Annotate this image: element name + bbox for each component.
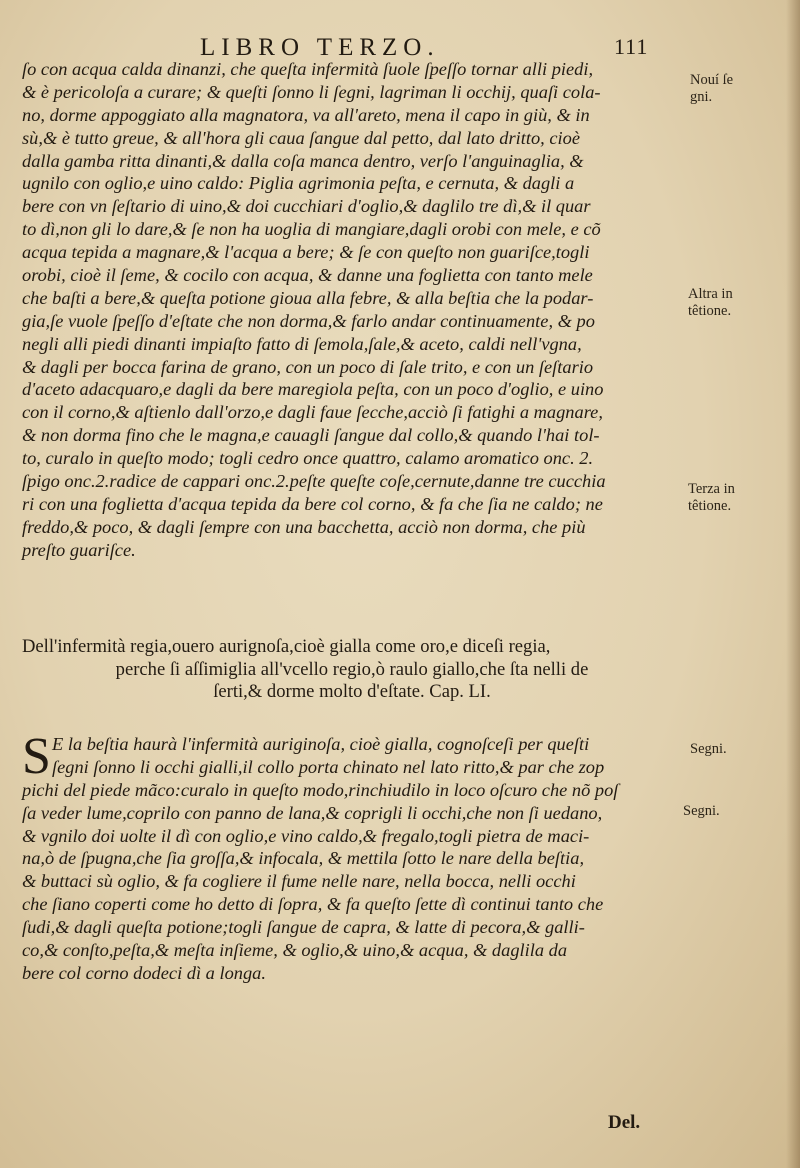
text-line: d'aceto adacquaro,e dagli da bere maregiola peſta, con un poco d'oglio, e uino: [22, 379, 604, 400]
catchword: Del.: [608, 1112, 641, 1133]
text-line: che baſti a bere,& queſta potione gioua alla febre, & alla beſtia che la podar-: [22, 287, 594, 308]
text-line: no, dorme appoggiato alla magnatora, va all'areto, mena il capo in giù, & in: [22, 104, 590, 125]
text-line: & dagli per bocca farina de grano, con un poco di ſale trito, e con un ſeſtario: [22, 356, 594, 377]
text-line: bere con vn ſeſtario di uino,& doi cucchiari d'oglio,& daglilo tre dì,& il quar: [22, 196, 591, 217]
text-line: to dì,non gli lo dare,& ſe non ha uoglia di mangiare,dagli orobi con mele, e cõ: [22, 219, 601, 240]
text-line: orobi, cioè il ſeme, & cocilo con acqua, & danne una foglietta con tanto mele: [22, 265, 593, 286]
margin-note-line: têtione.: [688, 303, 732, 319]
text-line: & buttaci sù oglio, & fa cogliere il fume nelle nare, nella bocca, nelli occhi: [22, 871, 576, 892]
text-line: & vgnilo doi uolte il dì con oglio,e vino caldo,& fregalo,togli pietra de maci-: [22, 825, 590, 846]
margin-note-line: Altra in: [688, 286, 733, 302]
margin-note-signs-3: [683, 803, 720, 820]
text-line: & non dorma fino che le magna,e cauagli ſangue dal collo,& quando l'hai tol-: [22, 425, 600, 446]
heading-line: Dell'infermità regia,ouero aurignoſa,cioè gialla come oro,e diceſi regia,: [22, 636, 551, 657]
margin-note-line: Terza in: [688, 481, 735, 497]
text-line: freddo,& poco, & dagli ſempre con una bacchetta, acciò non dorma, che più: [22, 516, 586, 537]
drop-cap: S: [22, 728, 51, 785]
margin-note-third-remedy: [688, 481, 735, 515]
text-line: ſa veder lume,coprilo con panno de lana,& coprigli li occhi,che non ſi uedano,: [22, 802, 603, 823]
text-line: con il corno,& aſtienlo dall'orzo,e dagli faue ſecche,acciò ſi fatighi a magnare,: [22, 402, 603, 423]
text-line: gia,ſe vuole ſpeſſo d'eſtate che non dorma,& farlo andar continuamente, & po: [22, 310, 595, 331]
margin-note-line: Nouí ſe: [690, 72, 734, 88]
text-line: ſegni ſonno li occhi gialli,il collo porta chinato nel lato ritto,& par che zop: [52, 756, 605, 777]
text-line: acqua tepida a magnare,& l'acqua a bere; & ſe con queſto non guariſce,togli: [22, 242, 590, 263]
heading-line: ſerti,& dorme molto d'eſtate. Cap. LI.: [213, 681, 491, 703]
running-head-title: LIBRO TERZO.: [200, 34, 440, 61]
margin-note-line: gni.: [690, 89, 713, 105]
body-paragraph: [22, 58, 680, 562]
heading-line: perche ſi aſſimiglia all'vcello regio,ò raulo giallo,che ſta nelli de: [115, 658, 589, 680]
text-line: ſudi,& dagli queſta potione;togli ſangue de capra, & latte di pecora,& galli-: [22, 917, 585, 938]
text-line: ugnilo con oglio,e uino caldo: Piglia agrimonia peſta, e cernuta, & dagli a: [22, 173, 575, 194]
chapter-heading: [22, 636, 682, 704]
margin-note-signs-2: [690, 741, 727, 758]
text-line: co,& conſto,peſta,& meſta inſieme, & oglio,& uino,& acqua, & daglila da: [22, 940, 568, 961]
text-line: ri con una foglietta d'acqua tepida da bere col corno, & fa che ſia ne caldo; ne: [22, 493, 603, 514]
text-line: ſo con acqua calda dinanzi, che queſta infermità ſuole ſpeſſo tornar alli piedi,: [22, 59, 594, 79]
margin-note-line: Segni.: [690, 741, 727, 757]
text-line: bere col corno dodeci dì a longa.: [22, 962, 266, 983]
margin-note-second-remedy: [688, 286, 733, 320]
text-line: negli alli piedi dinanti impiaſto fatto di ſemola,ſale,& aceto, caldi nell'vgna,: [22, 333, 582, 354]
text-line: che ſiano coperti come ho detto di ſopra, & fa queſto ſette dì continui tanto che: [22, 894, 604, 915]
text-line: dalla gamba ritta dinanti,& dalla coſa manca dentro, verſo l'anguinaglia, &: [22, 150, 584, 171]
text-line: na,ò de ſpugna,che ſia groſſa,& infocala, & mettila ſotto le nare della beſtia,: [22, 848, 585, 869]
margin-note-signs: [690, 72, 733, 106]
margin-note-line: têtione.: [688, 498, 732, 514]
chapter-paragraph: [22, 728, 682, 985]
text-line: preſto guariſce.: [22, 539, 136, 560]
text-line: sù,& è tutto greue, & all'hora gli caua ſangue dal petto, dal lato dritto, cioè: [22, 127, 580, 148]
text-line: & è pericoloſa a curare; & queſti ſonno li ſegni, lagriman li occhij, quaſi cola-: [22, 81, 601, 102]
margin-note-line: Segni.: [683, 803, 720, 819]
text-line: to, curalo in queſto modo; togli cedro once quattro, calamo aromatico onc. 2.: [22, 448, 594, 469]
text-line: ſpigo onc.2.radice de cappari onc.2.peſte queſte coſe,cernute,danne tre cucchia: [22, 471, 606, 492]
text-line: pichi del piede mãco:curalo in queſto modo,rinchiudilo in loco oſcuro che nõ poſ: [22, 779, 619, 800]
text-line: E la beſtia haurà l'infermità auriginoſa, cioè gialla, cognoſceſi per queſti: [52, 734, 590, 754]
page-number: 111: [614, 34, 649, 59]
